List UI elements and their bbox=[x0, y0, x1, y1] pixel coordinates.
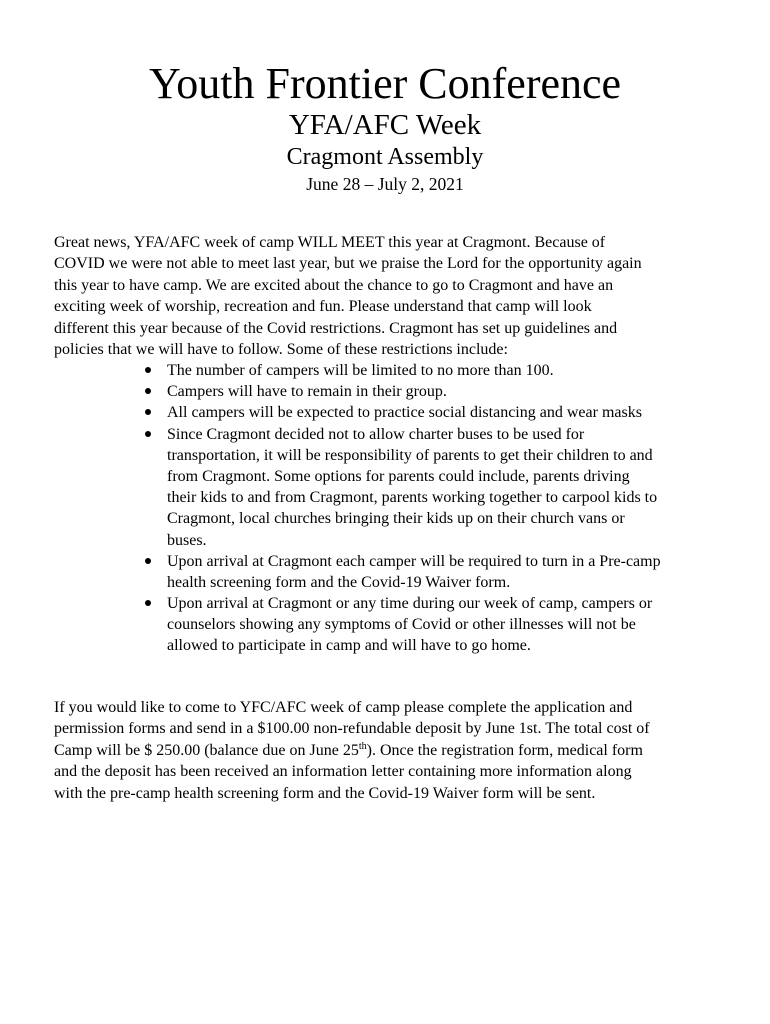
restriction-line: buses. bbox=[167, 531, 207, 549]
restriction-line: counselors showing any symptoms of Covid or other illnesses will not be bbox=[167, 616, 636, 634]
restriction-line: health screening form and the Covid-19 Waiver form. bbox=[167, 573, 511, 591]
ordinal-suffix: th bbox=[358, 740, 367, 752]
intro-line: COVID we were not able to meet last year, but we praise the Lord for the opportunity again bbox=[54, 255, 642, 273]
page-title: Youth Frontier Conference bbox=[148, 59, 622, 108]
bullet-icon bbox=[145, 431, 151, 437]
restriction-line: Cragmont, local churches bringing their kids up on their church vans or bbox=[167, 510, 625, 528]
closing-line: If you would like to come to YFC/AFC week of camp please complete the application and bbox=[54, 699, 633, 716]
closing-paragraph bbox=[54, 697, 734, 804]
restriction-line: transportation, it will be responsibility of parents to get their children to and bbox=[167, 446, 653, 464]
intro-line: exciting week of worship, recreation and fun. Please understand that camp will look bbox=[54, 298, 592, 316]
intro-line: Great news, YFA/AFC week of camp WILL MEET this year at Cragmont. Because of bbox=[54, 234, 606, 251]
restriction-line: All campers will be expected to practice social distancing and wear masks bbox=[167, 404, 642, 422]
intro-paragraph bbox=[54, 232, 734, 360]
intro-line: this year to have camp. We are excited about the chance to go to Cragmont and have an bbox=[54, 276, 614, 294]
closing-line-text: Camp will be $ 250.00 (balance due on June 25 bbox=[54, 741, 359, 759]
restriction-item bbox=[143, 381, 733, 402]
restriction-item bbox=[143, 402, 733, 423]
closing-line bbox=[54, 740, 734, 761]
page-subtitle: YFA/AFC Week bbox=[288, 109, 482, 141]
closing-line: permission forms and send in a $100.00 non-refundable deposit by June 1st. The total cost of bbox=[54, 720, 650, 738]
restriction-item bbox=[143, 360, 733, 381]
restriction-line: Campers will have to remain in their group. bbox=[167, 383, 447, 401]
bullet-icon bbox=[145, 388, 151, 394]
bullet-icon bbox=[145, 558, 151, 564]
intro-line: different this year because of the Covid restrictions. Cragmont has set up guidelines and bbox=[54, 319, 618, 337]
restriction-line: their kids to and from Cragmont, parents working together to carpool kids to bbox=[167, 489, 658, 507]
restriction-line: The number of campers will be limited to no more than 100. bbox=[167, 362, 554, 379]
event-dates: June 28 – July 2, 2021 bbox=[306, 174, 464, 194]
closing-line-text: ). Once the registration form, medical form bbox=[366, 741, 643, 759]
restriction-line: Upon arrival at Cragmont or any time during our week of camp, campers or bbox=[167, 595, 653, 613]
intro-line: policies that we will have to follow. Some of these restrictions include: bbox=[54, 340, 508, 358]
restriction-line: Upon arrival at Cragmont each camper will be required to turn in a Pre-camp bbox=[167, 552, 661, 570]
restriction-item bbox=[143, 424, 733, 551]
restriction-line: Since Cragmont decided not to allow charter buses to be used for bbox=[167, 425, 585, 443]
restrictions-list bbox=[143, 360, 733, 657]
closing-line: and the deposit has been received an information letter containing more information along bbox=[54, 763, 632, 781]
restriction-item bbox=[143, 593, 733, 657]
restriction-line: from Cragmont. Some options for parents could include, parents driving bbox=[167, 467, 630, 485]
bullet-icon bbox=[145, 409, 151, 415]
bullet-icon bbox=[145, 600, 151, 606]
bullet-icon bbox=[145, 367, 151, 373]
restriction-item bbox=[143, 551, 733, 593]
closing-line: with the pre-camp health screening form and the Covid-19 Waiver form will be sent. bbox=[54, 784, 596, 802]
venue-name: Cragmont Assembly bbox=[286, 144, 484, 170]
restriction-line: allowed to participate in camp and will have to go home. bbox=[167, 637, 531, 655]
